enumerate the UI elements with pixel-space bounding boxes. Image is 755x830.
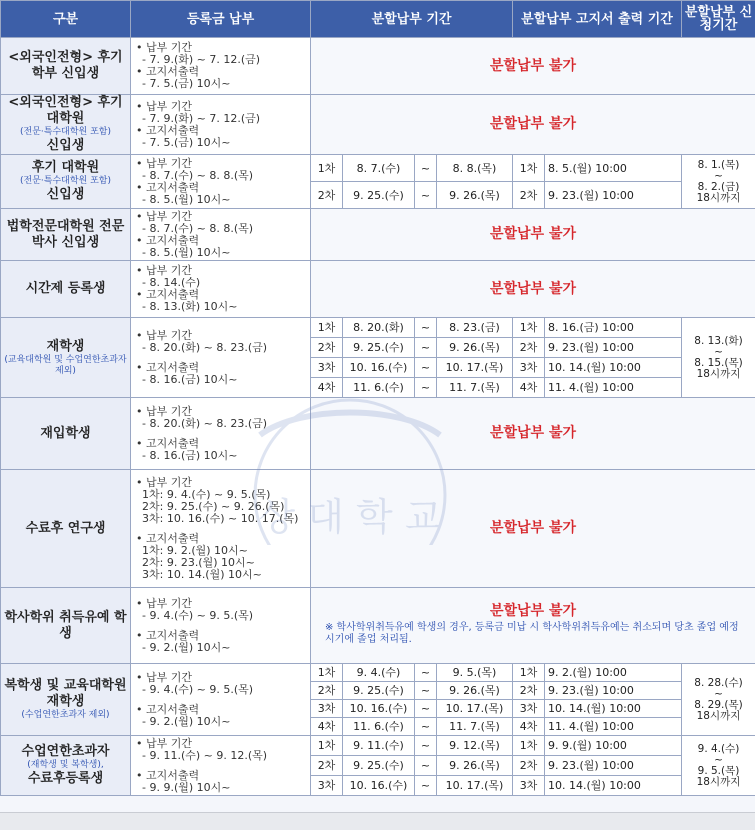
category-cell: 재입학생 <box>1 398 131 470</box>
installment-start: 8. 7.(수) <box>343 155 415 182</box>
installment-start: 10. 16.(수) <box>343 700 415 718</box>
category-note: (교육대학원 및 수업연한초과자 제외) <box>4 354 127 376</box>
payment-cell: • 납부 기간 - 9. 11.(수) ~ 9. 12.(목) • 고지서출력 - 9. 9.(월) 10시~ <box>131 736 311 796</box>
installment-not-allowed: 분할납부 불가 <box>311 470 755 588</box>
print-number: 3차 <box>513 776 545 796</box>
print-start: 9. 23.(월) 10:00 <box>545 756 682 776</box>
print-start: 9. 23.(월) 10:00 <box>545 182 682 209</box>
category-cell: <외국인전형> 후기 대학원 (전문·특수대학원 포함) 신입생 <box>1 95 131 155</box>
installment-end: 9. 12.(목) <box>437 736 513 756</box>
payment-cell: • 납부 기간 - 8. 20.(화) ~ 8. 23.(금) • 고지서출력 - 8. 16.(금) 10시~ <box>131 318 311 398</box>
print-number: 2차 <box>513 756 545 776</box>
payment-cell: • 납부 기간 - 8. 7.(수) ~ 8. 8.(목) • 고지서출력 - 8. 5.(월) 10시~ <box>131 209 311 261</box>
installment-end: 9. 5.(목) <box>437 664 513 682</box>
category-cell: 수료후 연구생 <box>1 470 131 588</box>
installment-number: 1차 <box>311 664 343 682</box>
table-row <box>1 736 755 756</box>
installment-end: 9. 26.(목) <box>437 682 513 700</box>
print-number: 1차 <box>513 155 545 182</box>
tilde: ~ <box>415 664 437 682</box>
installment-not-allowed: 분할납부 불가 ※ 학사학위취득유예 학생의 경우, 등록금 미납 시 학사학위취득유예는 취소되며 당초 졸업 예정 시기에 졸업 처리됨. <box>311 588 755 664</box>
installment-number: 2차 <box>311 338 343 358</box>
payment-cell: • 납부 기간 - 9. 4.(수) ~ 9. 5.(목) • 고지서출력 - 9. 2.(월) 10시~ <box>131 664 311 736</box>
header-payment: 등록금 납부 <box>131 1 311 38</box>
category-cell: 수업연한초과자 (재학생 및 복학생), 수료후등록생 <box>1 736 131 796</box>
print-start: 8. 16.(금) 10:00 <box>545 318 682 338</box>
print-number: 2차 <box>513 682 545 700</box>
application-period-cell: 8. 1.(목) ~ 8. 2.(금) 18시까지 <box>682 155 755 209</box>
application-period-cell: 9. 4.(수) ~ 9. 5.(목) 18시까지 <box>682 736 755 796</box>
print-start: 9. 23.(월) 10:00 <box>545 338 682 358</box>
installment-end: 11. 7.(목) <box>437 718 513 736</box>
installment-number: 1차 <box>311 736 343 756</box>
category-note: (수업연한초과자 제외) <box>21 710 110 720</box>
tilde: ~ <box>415 718 437 736</box>
payment-cell: • 납부 기간 - 8. 7.(수) ~ 8. 8.(목) • 고지서출력 - 8. 5.(월) 10시~ <box>131 155 311 209</box>
category-note: (전문·특수대학원 포함) <box>20 176 111 186</box>
installment-number: 4차 <box>311 718 343 736</box>
category-cell: 학사학위 취득유예 학생 <box>1 588 131 664</box>
print-number: 3차 <box>513 700 545 718</box>
installment-number: 2차 <box>311 756 343 776</box>
payment-cell: • 납부 기간 1차: 9. 4.(수) ~ 9. 5.(목) 2차: 9. 25.(수) ~ 9. 26.(목) 3차: 10. 16.(수) ~ 10. 17.(목) • 고지서출력 1차: 9. 2.(월) 10시~ 2차: 9. 23.(월) 10시~ 3차: 10. 14.(월) 10시~ <box>131 470 311 588</box>
installment-number: 3차 <box>311 358 343 378</box>
print-number: 1차 <box>513 664 545 682</box>
installment-start: 11. 6.(수) <box>343 378 415 398</box>
print-number: 1차 <box>513 318 545 338</box>
print-number: 3차 <box>513 358 545 378</box>
installment-number: 3차 <box>311 776 343 796</box>
category-cell: <외국인전형> 후기 학부 신입생 <box>1 38 131 95</box>
installment-number: 4차 <box>311 378 343 398</box>
table-header-row <box>1 1 755 38</box>
application-period-cell: 8. 13.(화) ~ 8. 15.(목) 18시까지 <box>682 318 755 398</box>
installment-not-allowed: 분할납부 불가 <box>311 95 755 155</box>
payment-cell: • 납부 기간 - 7. 9.(화) ~ 7. 12.(금) • 고지서출력 - 7. 5.(금) 10시~ <box>131 38 311 95</box>
tilde: ~ <box>415 682 437 700</box>
installment-start: 9. 4.(수) <box>343 664 415 682</box>
print-start: 9. 23.(월) 10:00 <box>545 682 682 700</box>
payment-cell: • 납부 기간 - 7. 9.(화) ~ 7. 12.(금) • 고지서출력 - 7. 5.(금) 10시~ <box>131 95 311 155</box>
table-row <box>1 664 755 682</box>
installment-start: 11. 6.(수) <box>343 718 415 736</box>
table-row <box>1 470 755 588</box>
print-start: 10. 14.(월) 10:00 <box>545 700 682 718</box>
tilde: ~ <box>415 736 437 756</box>
installment-not-allowed: 분할납부 불가 <box>311 261 755 318</box>
application-period-cell: 8. 28.(수) ~ 8. 29.(목) 18시까지 <box>682 664 755 736</box>
table-row <box>1 588 755 664</box>
category-cell: 재학생 (교육대학원 및 수업연한초과자 제외) <box>1 318 131 398</box>
header-notice-print-period: 분할납부 고지서 출력 기간 <box>513 1 682 38</box>
header-application-period: 분할납부 신청기간 <box>682 1 755 38</box>
print-number: 4차 <box>513 718 545 736</box>
installment-not-allowed: 분할납부 불가 <box>311 209 755 261</box>
installment-number: 1차 <box>311 318 343 338</box>
tilde: ~ <box>415 155 437 182</box>
category-note: (전문·특수대학원 포함) <box>20 127 111 137</box>
installment-start: 9. 25.(수) <box>343 756 415 776</box>
print-number: 1차 <box>513 736 545 756</box>
seal-text: 상 대 학 교 <box>258 495 442 539</box>
installment-end: 8. 23.(금) <box>437 318 513 338</box>
installment-start: 9. 25.(수) <box>343 182 415 209</box>
print-number: 2차 <box>513 182 545 209</box>
table-row <box>1 155 755 182</box>
installment-end: 11. 7.(목) <box>437 378 513 398</box>
tilde: ~ <box>415 182 437 209</box>
tilde: ~ <box>415 776 437 796</box>
header-category: 구분 <box>1 1 131 38</box>
payment-cell: • 납부 기간 - 8. 20.(화) ~ 8. 23.(금) • 고지서출력 - 8. 16.(금) 10시~ <box>131 398 311 470</box>
payment-cell: • 납부 기간 - 9. 4.(수) ~ 9. 5.(목) • 고지서출력 - 9. 2.(월) 10시~ <box>131 588 311 664</box>
installment-end: 10. 17.(목) <box>437 358 513 378</box>
installment-end: 10. 17.(목) <box>437 776 513 796</box>
installment-number: 2차 <box>311 182 343 209</box>
tilde: ~ <box>415 700 437 718</box>
print-start: 10. 14.(월) 10:00 <box>545 776 682 796</box>
installment-end: 10. 17.(목) <box>437 700 513 718</box>
installment-start: 10. 16.(수) <box>343 358 415 378</box>
category-cell: 복학생 및 교육대학원 재학생 (수업연한초과자 제외) <box>1 664 131 736</box>
tilde: ~ <box>415 318 437 338</box>
bottom-scroll-bar[interactable] <box>0 812 755 830</box>
table-row <box>1 38 755 95</box>
category-cell: 후기 대학원 (전문·특수대학원 포함) 신입생 <box>1 155 131 209</box>
installment-start: 9. 11.(수) <box>343 736 415 756</box>
tilde: ~ <box>415 756 437 776</box>
category-cell: 법학전문대학원 전문박사 신입생 <box>1 209 131 261</box>
installment-start: 9. 25.(수) <box>343 682 415 700</box>
table-row <box>1 261 755 318</box>
installment-end: 9. 26.(목) <box>437 338 513 358</box>
installment-number: 2차 <box>311 682 343 700</box>
print-start: 10. 14.(월) 10:00 <box>545 358 682 378</box>
installment-end: 8. 8.(목) <box>437 155 513 182</box>
table-row <box>1 209 755 261</box>
installment-start: 9. 25.(수) <box>343 338 415 358</box>
installment-not-allowed: 분할납부 불가 <box>311 398 755 470</box>
print-start: 9. 2.(월) 10:00 <box>545 664 682 682</box>
payment-cell: • 납부 기간 - 8. 14.(수) • 고지서출력 - 8. 13.(화) 10시~ <box>131 261 311 318</box>
tilde: ~ <box>415 378 437 398</box>
installment-start: 10. 16.(수) <box>343 776 415 796</box>
print-number: 4차 <box>513 378 545 398</box>
category-note: (재학생 및 복학생), <box>27 760 104 770</box>
table-row <box>1 398 755 470</box>
tilde: ~ <box>415 358 437 378</box>
installment-start: 8. 20.(화) <box>343 318 415 338</box>
installment-number: 1차 <box>311 155 343 182</box>
tilde: ~ <box>415 338 437 358</box>
header-installment-period: 분할납부 기간 <box>311 1 513 38</box>
print-start: 11. 4.(월) 10:00 <box>545 378 682 398</box>
graduation-deferral-note: ※ 학사학위취득유예 학생의 경우, 등록금 미납 시 학사학위취득유예는 취소되며 당초 졸업 예정 시기에 졸업 처리됨. <box>325 622 739 645</box>
table-row <box>1 318 755 338</box>
installment-end: 9. 26.(목) <box>437 182 513 209</box>
print-number: 2차 <box>513 338 545 358</box>
print-start: 9. 9.(월) 10:00 <box>545 736 682 756</box>
print-start: 8. 5.(월) 10:00 <box>545 155 682 182</box>
print-start: 11. 4.(월) 10:00 <box>545 718 682 736</box>
category-cell: 시간제 등록생 <box>1 261 131 318</box>
installment-not-allowed: 분할납부 불가 <box>311 38 755 95</box>
installment-end: 9. 26.(목) <box>437 756 513 776</box>
table-row <box>1 95 755 155</box>
installment-number: 3차 <box>311 700 343 718</box>
